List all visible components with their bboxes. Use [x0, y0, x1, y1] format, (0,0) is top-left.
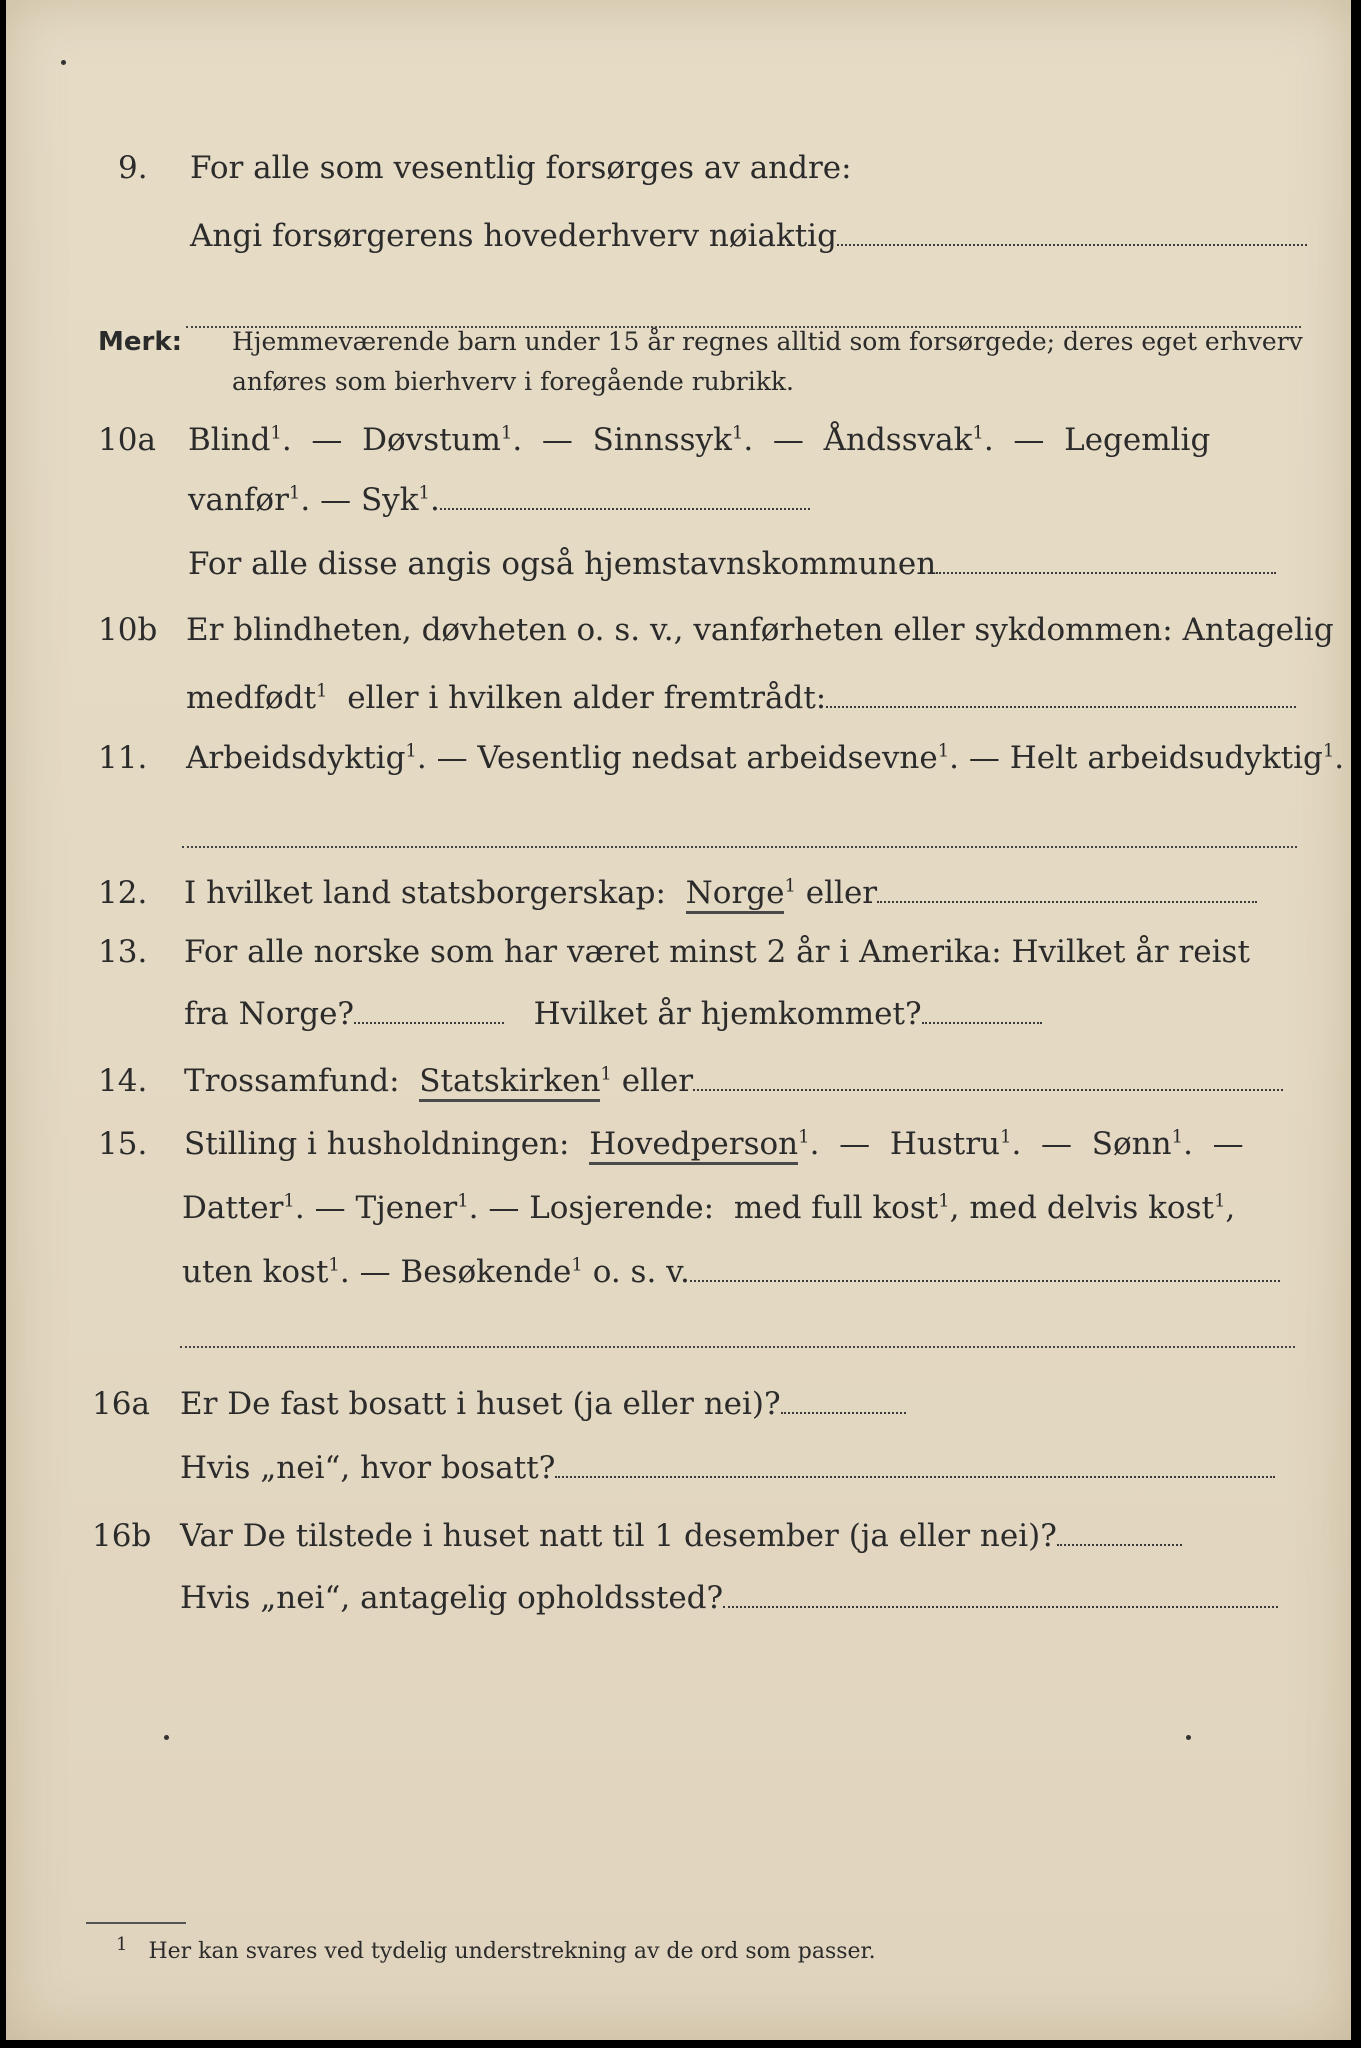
- q10a-line2: vanfør$^1$. — Syk$^1$.: [188, 482, 810, 518]
- q13-number: 13.: [98, 934, 148, 970]
- q13-hjem-line[interactable]: [922, 1022, 1042, 1024]
- q14-line: [98, 1063, 694, 1099]
- q13-text: For alle norske som har været minst 2 år i Amerika: Hvilket år reist: [184, 934, 1250, 970]
- census-form-page: [6, 0, 1351, 2040]
- q10b-answer-line[interactable]: [826, 706, 1296, 708]
- q16a-text: [180, 1386, 906, 1422]
- q15-losjerende: Losjerende:: [529, 1190, 715, 1226]
- q12-answer-line[interactable]: [877, 901, 1257, 903]
- option-sonn[interactable]: Sønn: [1091, 1126, 1172, 1162]
- option-blind[interactable]: Blind: [188, 422, 271, 458]
- q12-line: [98, 875, 878, 911]
- q12-eller: eller: [805, 875, 878, 911]
- option-syk[interactable]: Syk: [360, 482, 419, 518]
- q16b-opholdssted-line[interactable]: [723, 1606, 1278, 1608]
- q14-number: 14.: [98, 1063, 148, 1099]
- option-statskirken[interactable]: Statskirken: [419, 1063, 600, 1102]
- footnote-mark: 1: [116, 1934, 128, 1955]
- option-med-delvis-kost[interactable]: med delvis kost: [969, 1190, 1214, 1226]
- q14-answer-line[interactable]: [693, 1089, 1283, 1091]
- q13-fra: fra Norge?: [184, 996, 355, 1032]
- q9-question: Angi forsørgerens hovederhverv nøiaktig: [190, 218, 837, 254]
- option-medfodt[interactable]: medfødt: [186, 680, 317, 716]
- merk-line2: anføres som bierhverv i foregående rubrikk.: [232, 367, 794, 396]
- q11-options: Arbeidsdyktig$^1$. — Vesentlig nedsat arbeidsevne$^1$. — Helt arbeidsudyktig$^1$.: [186, 740, 1345, 776]
- q10b-text: Er blindheten, døvheten o. s. v., vanførheten eller sykdommen: Antagelig: [186, 612, 1334, 648]
- q10b-alder: eller i hvilken alder fremtrådt:: [347, 680, 827, 716]
- option-dovstum[interactable]: Døvstum: [362, 422, 501, 458]
- q13-hjem: Hvilket år hjemkommet?: [533, 996, 922, 1032]
- option-andssvak[interactable]: Åndssvak: [823, 422, 973, 458]
- q16b-question: Var De tilstede i huset natt til 1 desember (ja eller nei)?: [180, 1518, 1057, 1554]
- footnote-rule: [86, 1922, 186, 1924]
- option-med-full-kost[interactable]: med full kost: [733, 1190, 939, 1226]
- q15-line2: Datter$^1$. — Tjener$^1$. — Losjerende: med full kost$^1$, med delvis kost$^1$,: [182, 1190, 1236, 1226]
- option-nedsat[interactable]: Vesentlig nedsat arbeidsevne: [477, 740, 938, 776]
- q10a-options: Blind$^1$. — Døvstum$^1$. — Sinnssyk$^1$. — Åndssvak$^1$. — Legemlig: [188, 422, 1211, 458]
- q16a-number: 16a: [92, 1386, 150, 1422]
- q16b-opholdssted: Hvis „nei“, antagelig opholdssted?: [180, 1580, 724, 1616]
- q11-line: [98, 740, 1345, 776]
- q9-line2: [190, 218, 1307, 254]
- q12-question: I hvilket land statsborgerskap:: [184, 875, 666, 911]
- q10a-hjemstavn: For alle disse angis også hjemstavnskommunen: [188, 546, 937, 582]
- option-datter[interactable]: Datter: [182, 1190, 284, 1226]
- q16a-line1: [92, 1386, 781, 1422]
- q10b-line2: medfødt$^1$ eller i hvilken alder fremtrådt:: [186, 680, 1296, 716]
- q16a-answer-line[interactable]: [781, 1412, 906, 1414]
- option-norge[interactable]: Norge: [686, 875, 785, 914]
- q15-question: Stilling i husholdningen:: [184, 1126, 570, 1162]
- option-uten-kost[interactable]: uten kost: [182, 1254, 329, 1290]
- q13-line1: [98, 934, 1250, 970]
- q9-number: 9.: [118, 150, 148, 186]
- q16b-line2: [180, 1580, 1278, 1616]
- q10a-line1: [98, 422, 1308, 458]
- q15-number: 15.: [98, 1126, 148, 1162]
- option-sinnssyk[interactable]: Sinnssyk: [592, 422, 732, 458]
- q15-osv: o. s. v.: [592, 1254, 690, 1290]
- paper-speck: [164, 1735, 169, 1740]
- q15-answer-line-2[interactable]: [180, 1346, 1295, 1348]
- q13-line2: [184, 996, 1042, 1032]
- merk-note: [98, 322, 1303, 396]
- option-udyktig[interactable]: Helt arbeidsudyktig: [1009, 740, 1323, 776]
- option-arbeidsdyktig[interactable]: Arbeidsdyktig: [186, 740, 406, 776]
- paper-speck: [1186, 1735, 1191, 1740]
- q16a-bosatt: Hvis „nei“, hvor bosatt?: [180, 1450, 556, 1486]
- q15-line1: [98, 1126, 1308, 1162]
- footnote-text: Her kan svares ved tydelig understrekning av de ord som passer.: [148, 1939, 876, 1965]
- option-hustru[interactable]: Hustru: [889, 1126, 1001, 1162]
- q14-eller: eller: [621, 1063, 694, 1099]
- q14-question: Trossamfund:: [184, 1063, 400, 1099]
- q16a-line2: [180, 1450, 1275, 1486]
- q16a-bosatt-line[interactable]: [555, 1476, 1275, 1478]
- q15-answer-line[interactable]: [690, 1280, 1280, 1282]
- q12-text: I hvilket land statsborgerskap: Norge$^1$ eller: [184, 875, 1257, 911]
- q11-answer-line[interactable]: [182, 846, 1297, 848]
- q10a-answer-line[interactable]: [440, 508, 810, 510]
- q16b-text: [180, 1518, 1182, 1554]
- q9-answer-line[interactable]: [837, 244, 1307, 246]
- q10a-line3: [188, 546, 1276, 582]
- q10a-hjemstavn-line[interactable]: [936, 572, 1276, 574]
- merk-line1: Hjemmeværende barn under 15 år regnes alltid som forsørgede; deres eget erhverv: [232, 327, 1303, 356]
- q11-number: 11.: [98, 740, 148, 776]
- q10a-number: 10a: [98, 422, 156, 458]
- q10b-number: 10b: [98, 612, 158, 648]
- q9-text: For alle som vesentlig forsørges av andre:: [190, 150, 852, 186]
- option-besokende[interactable]: Besøkende: [400, 1254, 572, 1290]
- q15-line3: uten kost$^1$. — Besøkende$^1$ o. s. v.: [182, 1254, 1280, 1290]
- footnote: [116, 1934, 876, 1964]
- q16a-question: Er De fast bosatt i huset (ja eller nei)?: [180, 1386, 781, 1422]
- paper-speck: [61, 60, 66, 65]
- option-vanfor[interactable]: vanfør: [188, 482, 289, 518]
- q15-options-1: Stilling i husholdningen: Hovedperson$^1$. — Hustru$^1$. — Sønn$^1$. —: [184, 1126, 1244, 1162]
- q16b-answer-line[interactable]: [1057, 1544, 1182, 1546]
- q12-number: 12.: [98, 875, 148, 911]
- q14-text: Trossamfund: Statskirken$^1$ eller: [184, 1063, 1283, 1099]
- q16b-line1: [92, 1518, 1057, 1554]
- q16b-number: 16b: [92, 1518, 152, 1554]
- merk-label: Merk:: [98, 327, 183, 357]
- q13-reist-line[interactable]: [354, 1022, 504, 1024]
- option-legemlig[interactable]: Legemlig: [1064, 422, 1211, 458]
- option-hovedperson[interactable]: Hovedperson: [589, 1126, 798, 1165]
- option-tjener[interactable]: Tjener: [355, 1190, 458, 1226]
- q10b-line1: [98, 612, 1334, 648]
